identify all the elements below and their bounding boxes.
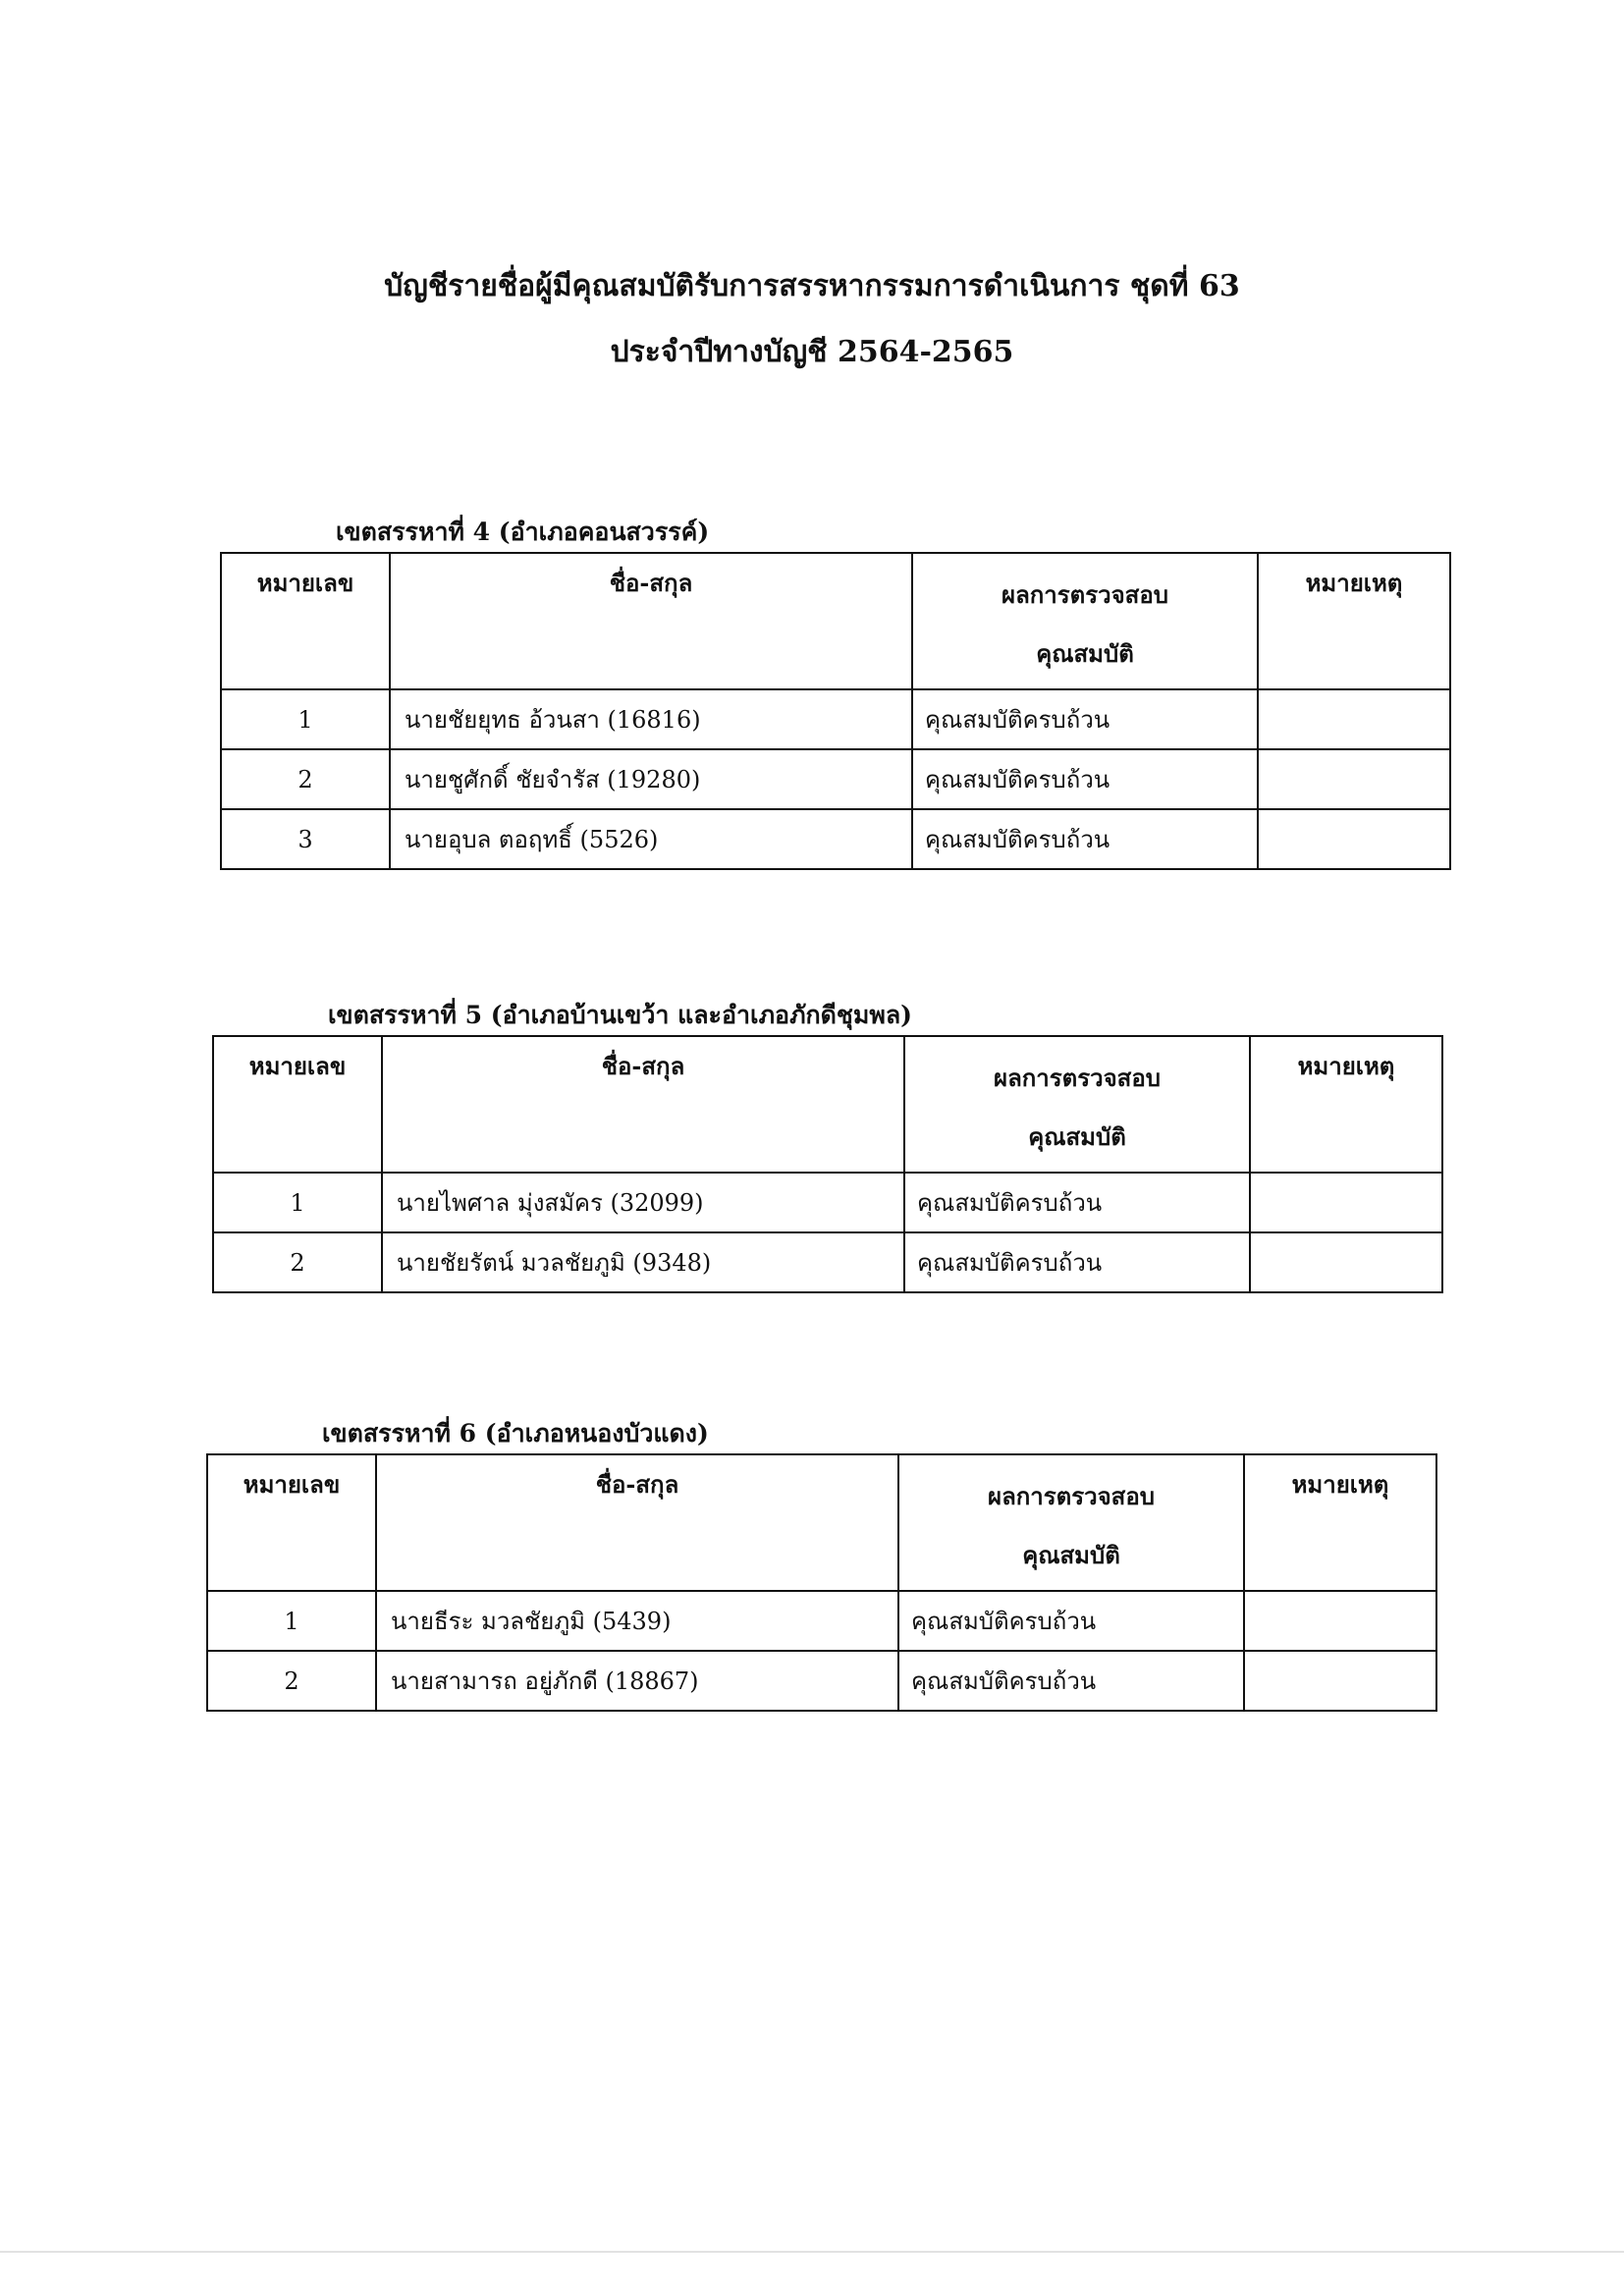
table-header-row <box>207 1454 1436 1591</box>
table-row <box>221 749 1450 809</box>
col-header-result-line2: คุณสมบัติ <box>1036 639 1134 668</box>
col-header-remark: หมายเหตุ <box>1258 553 1450 689</box>
row-remark <box>1250 1173 1442 1232</box>
col-header-result-line2: คุณสมบัติ <box>1028 1122 1126 1151</box>
col-header-result <box>904 1036 1250 1173</box>
col-header-result <box>898 1454 1244 1591</box>
zone-section-4 <box>220 513 1451 870</box>
row-remark <box>1258 809 1450 869</box>
col-header-result-line1: ผลการตรวจสอบ <box>1001 580 1168 609</box>
candidate-table <box>206 1453 1437 1712</box>
zone-label: เขตสรรหาที่ 6 (อำเภอหนองบัวแดง) <box>322 1419 709 1448</box>
col-header-number: หมายเลข <box>213 1036 382 1173</box>
col-header-result-line1: ผลการตรวจสอบ <box>988 1482 1155 1510</box>
row-result: คุณสมบัติครบถ้วน <box>904 1232 1250 1292</box>
col-header-result-line2: คุณสมบัติ <box>1022 1541 1120 1569</box>
col-header-remark: หมายเหตุ <box>1250 1036 1442 1173</box>
row-number: 1 <box>213 1173 382 1232</box>
table-row <box>221 689 1450 749</box>
row-number: 2 <box>221 749 390 809</box>
col-header-name: ชื่อ-สกุล <box>390 553 912 689</box>
row-result: คุณสมบัติครบถ้วน <box>912 809 1258 869</box>
row-remark <box>1258 689 1450 749</box>
row-result: คุณสมบัติครบถ้วน <box>898 1651 1244 1711</box>
row-number: 2 <box>213 1232 382 1292</box>
table-row <box>213 1232 1442 1292</box>
zone-section-5 <box>212 996 1443 1293</box>
col-header-result <box>912 553 1258 689</box>
row-name: นายชัยยุทธ อ้วนสา (16816) <box>390 689 912 749</box>
col-header-name: ชื่อ-สกุล <box>382 1036 904 1173</box>
row-name: นายสามารถ อยู่ภักดี (18867) <box>376 1651 898 1711</box>
col-header-number: หมายเลข <box>221 553 390 689</box>
row-number: 1 <box>207 1591 376 1651</box>
row-remark <box>1244 1591 1436 1651</box>
row-number: 3 <box>221 809 390 869</box>
table-header-row <box>213 1036 1442 1173</box>
row-remark <box>1244 1651 1436 1711</box>
table-row <box>221 809 1450 869</box>
candidate-table <box>220 552 1451 870</box>
table-header-row <box>221 553 1450 689</box>
row-name: นายชัยรัตน์ มวลชัยภูมิ (9348) <box>382 1232 904 1292</box>
row-name: นายธีระ มวลชัยภูมิ (5439) <box>376 1591 898 1651</box>
row-number: 1 <box>221 689 390 749</box>
row-name: นายอุบล ตอฤทธิ์ (5526) <box>390 809 912 869</box>
table-row <box>207 1651 1436 1711</box>
row-number: 2 <box>207 1651 376 1711</box>
table-row <box>213 1173 1442 1232</box>
candidate-table <box>212 1035 1443 1293</box>
document-title: บัญชีรายชื่อผู้มีคุณสมบัติรับการสรรหากรรมการดำเนินการ ชุดที่ 63 <box>384 269 1240 303</box>
scan-edge-line <box>0 2251 1624 2253</box>
col-header-number: หมายเลข <box>207 1454 376 1591</box>
col-header-name: ชื่อ-สกุล <box>376 1454 898 1591</box>
row-result: คุณสมบัติครบถ้วน <box>912 749 1258 809</box>
zone-label: เขตสรรหาที่ 5 (อำเภอบ้านเขว้า และอำเภอภักดีชุมพล) <box>328 1001 912 1029</box>
zone-label: เขตสรรหาที่ 4 (อำเภอคอนสวรรค์) <box>336 518 710 546</box>
document-subtitle: ประจำปีทางบัญชี 2564-2565 <box>610 335 1014 369</box>
row-remark <box>1258 749 1450 809</box>
row-result: คุณสมบัติครบถ้วน <box>904 1173 1250 1232</box>
table-row <box>207 1591 1436 1651</box>
zone-section-6 <box>206 1414 1437 1712</box>
row-result: คุณสมบัติครบถ้วน <box>898 1591 1244 1651</box>
row-remark <box>1250 1232 1442 1292</box>
row-name: นายไพศาล มุ่งสมัคร (32099) <box>382 1173 904 1232</box>
col-header-result-line1: ผลการตรวจสอบ <box>994 1064 1161 1092</box>
col-header-remark: หมายเหตุ <box>1244 1454 1436 1591</box>
row-name: นายชูศักดิ์ ชัยจำรัส (19280) <box>390 749 912 809</box>
row-result: คุณสมบัติครบถ้วน <box>912 689 1258 749</box>
